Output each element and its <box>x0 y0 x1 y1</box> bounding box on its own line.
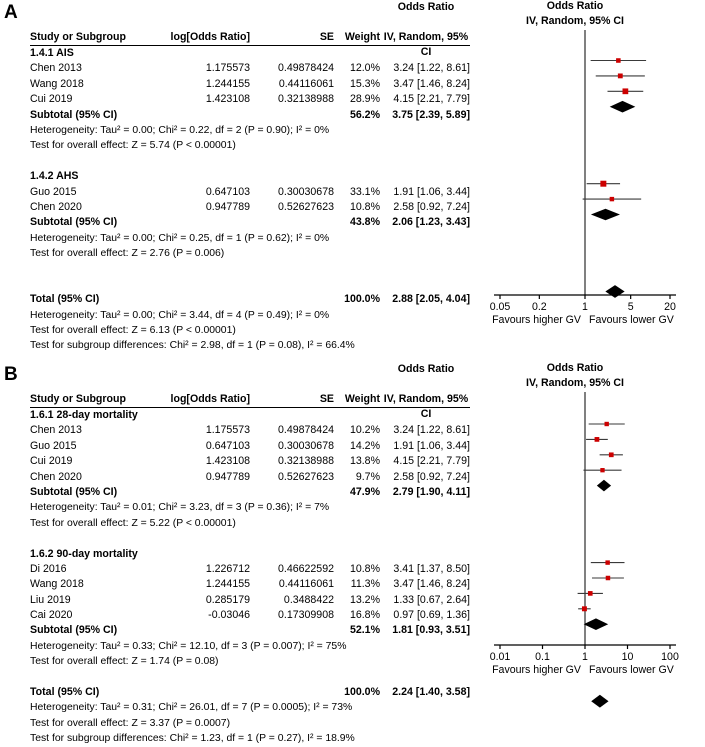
total-heterogeneity-text: Heterogeneity: Tau² = 0.31; Chi² = 26.01, df = 7 (P = 0.0005); I² = 73% <box>30 702 353 714</box>
study-log-or: 1.244155 <box>205 578 250 591</box>
table-row <box>30 470 470 485</box>
study-label: Liu 2019 <box>30 593 71 606</box>
total-overall-effect-text: Test for overall effect: Z = 3.37 (P = 0.0007) <box>30 717 231 729</box>
subtotal-or-ci: 2.79 [1.90, 4.11] <box>392 485 470 498</box>
panel-a-or-column-title: Odds Ratio <box>397 1 455 13</box>
study-or-ci: 3.47 [1.46, 8.24] <box>393 77 470 90</box>
study-label: Guo 2015 <box>30 185 77 198</box>
table-row <box>30 423 470 438</box>
heterogeneity-text: Heterogeneity: Tau² = 0.33; Chi² = 12.10, df = 3 (P = 0.007); I² = 75% <box>30 640 347 652</box>
study-label: Wang 2018 <box>30 77 84 90</box>
total-row <box>30 685 470 700</box>
subgroup-heading <box>30 408 470 423</box>
column-header-weight: Weight <box>344 393 380 405</box>
table-row <box>30 593 470 608</box>
subtotal-or-ci: 1.81 [0.93, 3.51] <box>392 624 470 637</box>
column-header-log-odds-ratio: log[Odds Ratio] <box>170 393 250 405</box>
study-or-ci: 4.15 [2.21, 7.79] <box>393 455 470 468</box>
study-or-ci: 3.41 [1.37, 8.50] <box>393 562 470 575</box>
table-row <box>30 454 470 469</box>
overall-effect-text: Test for overall effect: Z = 5.22 (P < 0.00001) <box>30 517 236 529</box>
study-log-or: 1.175573 <box>205 62 250 75</box>
study-log-or: 0.647103 <box>205 185 250 198</box>
study-log-or: 1.244155 <box>205 77 250 90</box>
study-label: Cui 2019 <box>30 93 73 106</box>
study-weight: 10.8% <box>349 562 380 575</box>
panel-a-plot-title: Odds Ratio <box>546 0 604 12</box>
study-weight: 9.7% <box>355 470 380 483</box>
column-header-log-odds-ratio: log[Odds Ratio] <box>170 31 250 43</box>
study-se: 0.46622592 <box>278 562 334 575</box>
study-label: Cui 2019 <box>30 455 73 468</box>
panel-b-table <box>30 362 470 747</box>
overall-effect-text: Test for overall effect: Z = 5.74 (P < 0.00001) <box>30 140 236 152</box>
study-weight: 13.2% <box>349 593 380 606</box>
study-se: 0.32138988 <box>278 93 334 106</box>
panel-b-plot-subtitle: IV, Random, 95% CI <box>526 377 624 389</box>
column-header-or-ci: IV, Random, 95% CI <box>383 31 469 59</box>
study-label: Chen 2013 <box>30 62 82 75</box>
panel-b-plot-title: Odds Ratio <box>546 362 604 374</box>
svg-text:0.05: 0.05 <box>489 301 511 313</box>
study-log-or: 1.226712 <box>205 562 250 575</box>
subtotal-row <box>30 623 470 638</box>
study-or-ci: 4.15 [2.21, 7.79] <box>393 93 470 106</box>
study-se: 0.30030678 <box>278 439 334 452</box>
svg-text:Favours lower GV: Favours lower GV <box>589 664 674 676</box>
study-weight: 28.9% <box>349 93 380 106</box>
panel-a-plot-subtitle: IV, Random, 95% CI <box>526 15 624 27</box>
study-se: 0.44116061 <box>278 77 334 90</box>
row-spacer <box>30 670 470 685</box>
table-row <box>30 562 470 577</box>
total-label: Total (95% CI) <box>30 293 100 306</box>
study-log-or: 1.423108 <box>205 455 250 468</box>
study-se: 0.32138988 <box>278 455 334 468</box>
study-label: Guo 2015 <box>30 439 77 452</box>
study-log-or: 1.175573 <box>205 424 250 437</box>
panel-a-table <box>30 0 470 354</box>
column-header-weight: Weight <box>344 31 380 43</box>
subtotal-or-ci: 3.75 [2.39, 5.89] <box>392 108 470 121</box>
total-row <box>30 292 470 307</box>
study-weight: 15.3% <box>349 77 380 90</box>
svg-text:100: 100 <box>661 651 679 663</box>
study-or-ci: 3.24 [1.22, 8.61] <box>393 424 470 437</box>
study-log-or: 0.947789 <box>205 470 250 483</box>
study-log-or: 0.647103 <box>205 439 250 452</box>
total-label: Total (95% CI) <box>30 686 100 699</box>
panel-a-letter: A <box>4 2 18 23</box>
table-row <box>30 200 470 215</box>
subgroup-heading <box>30 547 470 562</box>
column-header-study: Study or Subgroup <box>30 31 126 43</box>
table-row <box>30 439 470 454</box>
subtotal-label: Subtotal (95% CI) <box>30 216 118 229</box>
study-se: 0.17309908 <box>278 609 334 622</box>
subtotal-row <box>30 215 470 230</box>
table-row <box>30 92 470 107</box>
svg-text:20: 20 <box>664 301 676 313</box>
row-spacer <box>30 154 470 169</box>
subtotal-label: Subtotal (95% CI) <box>30 624 118 637</box>
subtotal-row <box>30 485 470 500</box>
study-log-or: 0.285179 <box>205 593 250 606</box>
table-row <box>30 608 470 623</box>
column-header-study: Study or Subgroup <box>30 393 126 405</box>
subtotal-label: Subtotal (95% CI) <box>30 485 118 498</box>
svg-text:Favours higher GV: Favours higher GV <box>492 314 581 326</box>
subgroup-differences-text: Test for subgroup differences: Chi² = 2.98, df = 1 (P = 0.08), I² = 66.4% <box>30 340 355 352</box>
heterogeneity-text: Heterogeneity: Tau² = 0.00; Chi² = 0.22, df = 2 (P = 0.90); I² = 0% <box>30 124 330 136</box>
column-header-se: SE <box>319 31 334 43</box>
subtotal-or-ci: 2.06 [1.23, 3.43] <box>392 216 470 229</box>
panel-b-or-column-title: Odds Ratio <box>397 363 455 375</box>
study-label: Cai 2020 <box>30 609 73 622</box>
subtotal-weight: 56.2% <box>349 108 380 121</box>
svg-text:0.01: 0.01 <box>489 651 511 663</box>
table-row <box>30 77 470 92</box>
study-log-or: 0.947789 <box>205 200 250 213</box>
study-label: Chen 2020 <box>30 470 82 483</box>
subgroup-label: 1.6.2 90-day mortality <box>30 547 138 560</box>
svg-text:Favours lower GV: Favours lower GV <box>589 314 674 326</box>
study-or-ci: 1.33 [0.67, 2.64] <box>393 593 470 606</box>
table-row <box>30 185 470 200</box>
subgroup-label: 1.4.2 AHS <box>30 170 79 183</box>
total-or-ci: 2.88 [2.05, 4.04] <box>392 293 470 306</box>
study-weight: 10.8% <box>349 200 380 213</box>
study-log-or: 1.423108 <box>205 93 250 106</box>
study-or-ci: 2.58 [0.92, 7.24] <box>393 200 470 213</box>
row-spacer <box>30 261 470 276</box>
svg-text:Favours higher GV: Favours higher GV <box>492 664 581 676</box>
panel-a-table-header-top <box>30 0 470 30</box>
study-or-ci: 3.24 [1.22, 8.61] <box>393 62 470 75</box>
total-overall-effect-text: Test for overall effect: Z = 6.13 (P < 0.00001) <box>30 325 236 337</box>
svg-text:1: 1 <box>582 301 588 313</box>
study-log-or: -0.03046 <box>208 609 250 622</box>
panel-b-plot-svg <box>470 392 705 712</box>
study-se: 0.49878424 <box>278 62 334 75</box>
svg-text:0.1: 0.1 <box>535 651 550 663</box>
study-label: Chen 2013 <box>30 424 82 437</box>
study-se: 0.52627623 <box>278 200 334 213</box>
study-or-ci: 1.91 [1.06, 3.44] <box>393 439 470 452</box>
heterogeneity-text: Heterogeneity: Tau² = 0.01; Chi² = 3.23, df = 3 (P = 0.36); I² = 7% <box>30 502 330 514</box>
svg-text:1: 1 <box>582 651 588 663</box>
subgroup-label: 1.6.1 28-day mortality <box>30 409 138 421</box>
study-weight: 33.1% <box>349 185 380 198</box>
svg-text:5: 5 <box>627 301 634 313</box>
study-se: 0.49878424 <box>278 424 334 437</box>
overall-effect-text: Test for overall effect: Z = 1.74 (P = 0.08) <box>30 656 219 668</box>
total-weight: 100.0% <box>344 293 380 306</box>
study-or-ci: 3.47 [1.46, 8.24] <box>393 578 470 591</box>
study-weight: 13.8% <box>349 455 380 468</box>
table-row <box>30 61 470 76</box>
total-heterogeneity-text: Heterogeneity: Tau² = 0.00; Chi² = 3.44, df = 4 (P = 0.49); I² = 0% <box>30 309 330 321</box>
study-weight: 11.3% <box>350 578 380 591</box>
panel-b-letter: B <box>4 364 18 385</box>
column-header-or-ci: IV, Random, 95% CI <box>383 393 469 421</box>
subgroup-heading <box>30 46 470 61</box>
subgroup-label: 1.4.1 AIS <box>30 47 74 59</box>
subtotal-row <box>30 108 470 123</box>
study-weight: 14.2% <box>349 439 380 452</box>
column-header-se: SE <box>319 393 334 405</box>
total-weight: 100.0% <box>344 686 380 699</box>
svg-text:0.2: 0.2 <box>531 301 547 313</box>
subgroup-heading <box>30 169 470 184</box>
panel-b-table-header-top <box>30 362 470 392</box>
total-or-ci: 2.24 [1.40, 3.58] <box>392 686 470 699</box>
panel-a-forest-plot <box>470 30 705 340</box>
study-weight: 10.2% <box>349 424 380 437</box>
overall-effect-text: Test for overall effect: Z = 2.76 (P = 0.006) <box>30 248 225 260</box>
row-spacer <box>30 531 470 546</box>
panel-a <box>0 0 705 362</box>
study-label: Di 2016 <box>30 562 67 575</box>
study-se: 0.3488422 <box>283 593 334 606</box>
table-row <box>30 577 470 592</box>
study-or-ci: 0.97 [0.69, 1.36] <box>393 609 470 622</box>
study-weight: 16.8% <box>349 609 380 622</box>
study-se: 0.44116061 <box>278 578 334 591</box>
subtotal-label: Subtotal (95% CI) <box>30 108 118 121</box>
study-se: 0.52627623 <box>278 470 334 483</box>
study-weight: 12.0% <box>349 62 380 75</box>
heterogeneity-text: Heterogeneity: Tau² = 0.00; Chi² = 0.25, df = 1 (P = 0.62); I² = 0% <box>30 232 330 244</box>
panel-b-forest-plot <box>470 392 705 712</box>
subtotal-weight: 43.8% <box>349 216 380 229</box>
panel-a-plot-svg <box>470 30 705 340</box>
study-or-ci: 1.91 [1.06, 3.44] <box>393 185 470 198</box>
subtotal-weight: 52.1% <box>349 624 380 637</box>
study-or-ci: 2.58 [0.92, 7.24] <box>393 470 470 483</box>
panel-b <box>0 362 705 745</box>
subgroup-differences-text: Test for subgroup differences: Chi² = 1.23, df = 1 (P = 0.27), I² = 18.9% <box>30 733 355 745</box>
svg-text:10: 10 <box>621 651 634 663</box>
row-spacer <box>30 277 470 292</box>
study-label: Chen 2020 <box>30 200 82 213</box>
study-label: Wang 2018 <box>30 578 84 591</box>
study-se: 0.30030678 <box>278 185 334 198</box>
subtotal-weight: 47.9% <box>349 485 380 498</box>
